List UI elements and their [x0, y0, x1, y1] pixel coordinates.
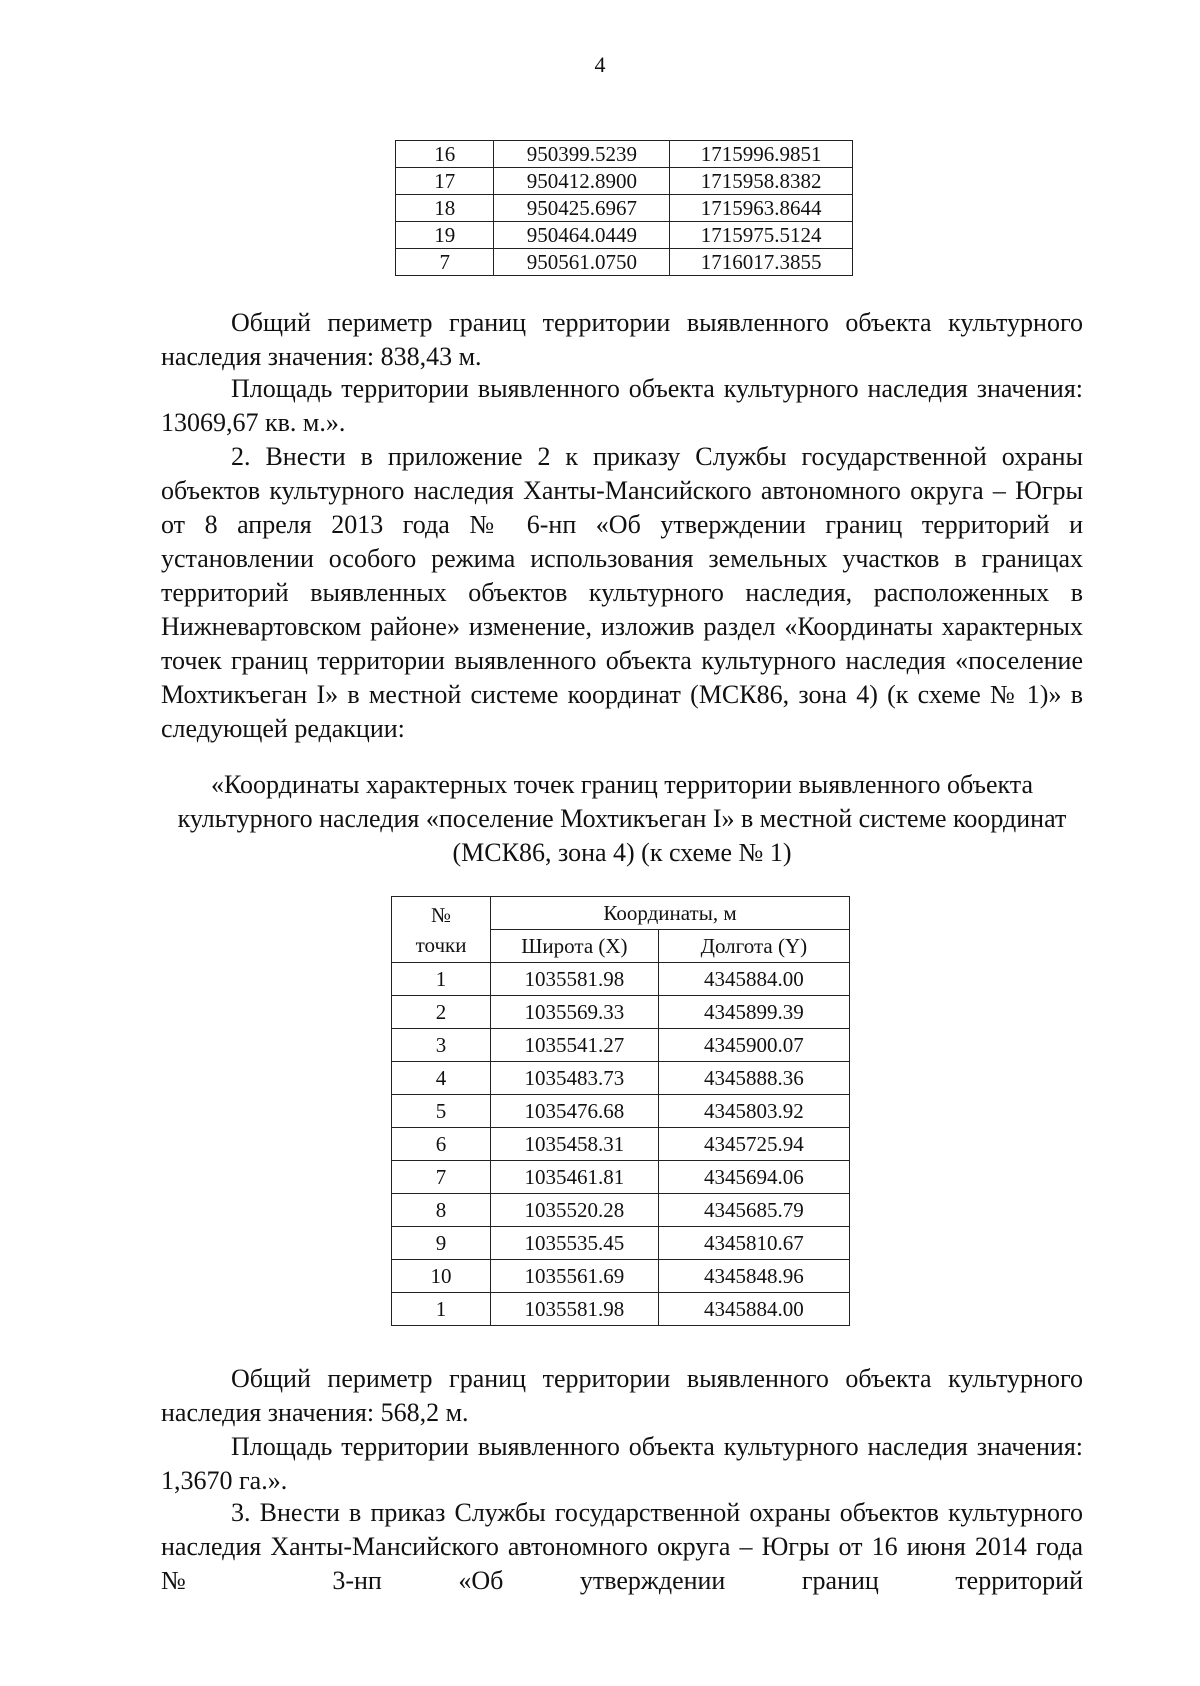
table-row	[392, 963, 850, 996]
page-number: 4	[594, 52, 606, 77]
table-row	[392, 1260, 850, 1293]
table-row	[392, 996, 850, 1029]
y-coordinate-cell: 1715958.8382	[670, 168, 853, 195]
table-row	[392, 1227, 850, 1260]
point-number-cell: 18	[396, 195, 494, 222]
point-number-cell: 10	[392, 1260, 491, 1293]
x-coordinate-cell: 950464.0449	[494, 222, 670, 249]
header-longitude: Долгота (Y)	[658, 930, 849, 963]
y-coordinate-cell: 4345685.79	[658, 1194, 849, 1227]
table-row	[396, 195, 853, 222]
table-row	[392, 1095, 850, 1128]
area-paragraph-1: Площадь территории выявленного объекта культурного наследия значения: 13069,67 кв. м.».	[161, 374, 1083, 437]
table-row	[392, 1128, 850, 1161]
y-coordinate-cell: 4345888.36	[658, 1062, 849, 1095]
x-coordinate-cell: 1035581.98	[491, 1293, 659, 1326]
coordinates-table-continued	[395, 140, 853, 276]
x-coordinate-cell: 950561.0750	[494, 249, 670, 276]
y-coordinate-cell: 1715963.8644	[670, 195, 853, 222]
y-coordinate-cell: 4345900.07	[658, 1029, 849, 1062]
x-coordinate-cell: 1035476.68	[491, 1095, 659, 1128]
point-number-cell: 1	[392, 963, 491, 996]
point-number-cell: 5	[392, 1095, 491, 1128]
point-number-cell: 6	[392, 1128, 491, 1161]
x-coordinate-cell: 1035461.81	[491, 1161, 659, 1194]
y-coordinate-cell: 1715996.9851	[670, 141, 853, 168]
table-row	[392, 1062, 850, 1095]
x-coordinate-cell: 1035458.31	[491, 1128, 659, 1161]
y-coordinate-cell: 4345725.94	[658, 1128, 849, 1161]
x-coordinate-cell: 1035535.45	[491, 1227, 659, 1260]
table-row	[392, 1161, 850, 1194]
coordinates-table	[391, 896, 850, 1326]
point-number-cell: 8	[392, 1194, 491, 1227]
x-coordinate-cell: 1035561.69	[491, 1260, 659, 1293]
y-coordinate-cell: 4345884.00	[658, 963, 849, 996]
table-row	[396, 141, 853, 168]
coordinates-section-heading: «Координаты характерных точек границ территории выявленного объекта культурного наследия «поселение Мохтикъеган I» в местной системе координат (МСК86, зона 4) (к схеме № 1)	[177, 770, 1067, 867]
y-coordinate-cell: 4345810.67	[658, 1227, 849, 1260]
perimeter-paragraph-2: Общий периметр границ территории выявленного объекта культурного наследия значения: 568,2 м.	[161, 1364, 1083, 1427]
x-coordinate-cell: 1035541.27	[491, 1029, 659, 1062]
point-number-cell: 19	[396, 222, 494, 249]
x-coordinate-cell: 950399.5239	[494, 141, 670, 168]
point-number-cell: 17	[396, 168, 494, 195]
x-coordinate-cell: 1035520.28	[491, 1194, 659, 1227]
header-latitude: Широта (X)	[491, 930, 659, 963]
point-number-cell: 1	[392, 1293, 491, 1326]
x-coordinate-cell: 1035581.98	[491, 963, 659, 996]
y-coordinate-cell: 4345899.39	[658, 996, 849, 1029]
y-coordinate-cell: 4345694.06	[658, 1161, 849, 1194]
table-row	[392, 1293, 850, 1326]
area-paragraph-2: Площадь территории выявленного объекта культурного наследия значения: 1,3670 га.».	[161, 1432, 1083, 1495]
x-coordinate-cell: 1035483.73	[491, 1062, 659, 1095]
amendment-paragraph-3: 3. Внести в приказ Службы государственной охраны объектов культурного наследия Ханты-Мансийского автономного округа – Югры от 16 июня 2014 года № 3-нп «Об утверждении границ территорий	[161, 1498, 1083, 1595]
y-coordinate-cell: 4345884.00	[658, 1293, 849, 1326]
table-row	[396, 222, 853, 249]
y-coordinate-cell: 4345803.92	[658, 1095, 849, 1128]
header-coordinates: Координаты, м	[491, 897, 850, 930]
perimeter-paragraph-1: Общий периметр границ территории выявленного объекта культурного наследия значения: 838,43 м.	[161, 308, 1083, 371]
point-number-cell: 3	[392, 1029, 491, 1062]
point-number-cell: 9	[392, 1227, 491, 1260]
table-row	[396, 249, 853, 276]
point-number-cell: 16	[396, 141, 494, 168]
x-coordinate-cell: 1035569.33	[491, 996, 659, 1029]
table-row	[392, 1194, 850, 1227]
header-point-number: № точки	[392, 897, 491, 963]
x-coordinate-cell: 950412.8900	[494, 168, 670, 195]
point-number-cell: 7	[392, 1161, 491, 1194]
y-coordinate-cell: 4345848.96	[658, 1260, 849, 1293]
table-row	[396, 168, 853, 195]
x-coordinate-cell: 950425.6967	[494, 195, 670, 222]
y-coordinate-cell: 1715975.5124	[670, 222, 853, 249]
point-number-cell: 7	[396, 249, 494, 276]
point-number-cell: 4	[392, 1062, 491, 1095]
amendment-paragraph-2: 2. Внести в приложение 2 к приказу Службы государственной охраны объектов культурного наследия Ханты-Мансийского автономного округа – Югры от 8 апреля 2013 года № 6-нп «Об утверждении границ территорий и установлении особого режима использования земельных участков в границах территорий выявленных объектов культурного наследия, расположенных в Нижневартовском районе» изменение, изложив раздел «Координаты характерных точек границ территории выявленного объекта культурного наследия «поселение Мохтикъеган I» в местной системе координат (МСК86, зона 4) (к схеме № 1)» в следующей редакции:	[161, 442, 1083, 743]
y-coordinate-cell: 1716017.3855	[670, 249, 853, 276]
point-number-cell: 2	[392, 996, 491, 1029]
table-row	[392, 1029, 850, 1062]
